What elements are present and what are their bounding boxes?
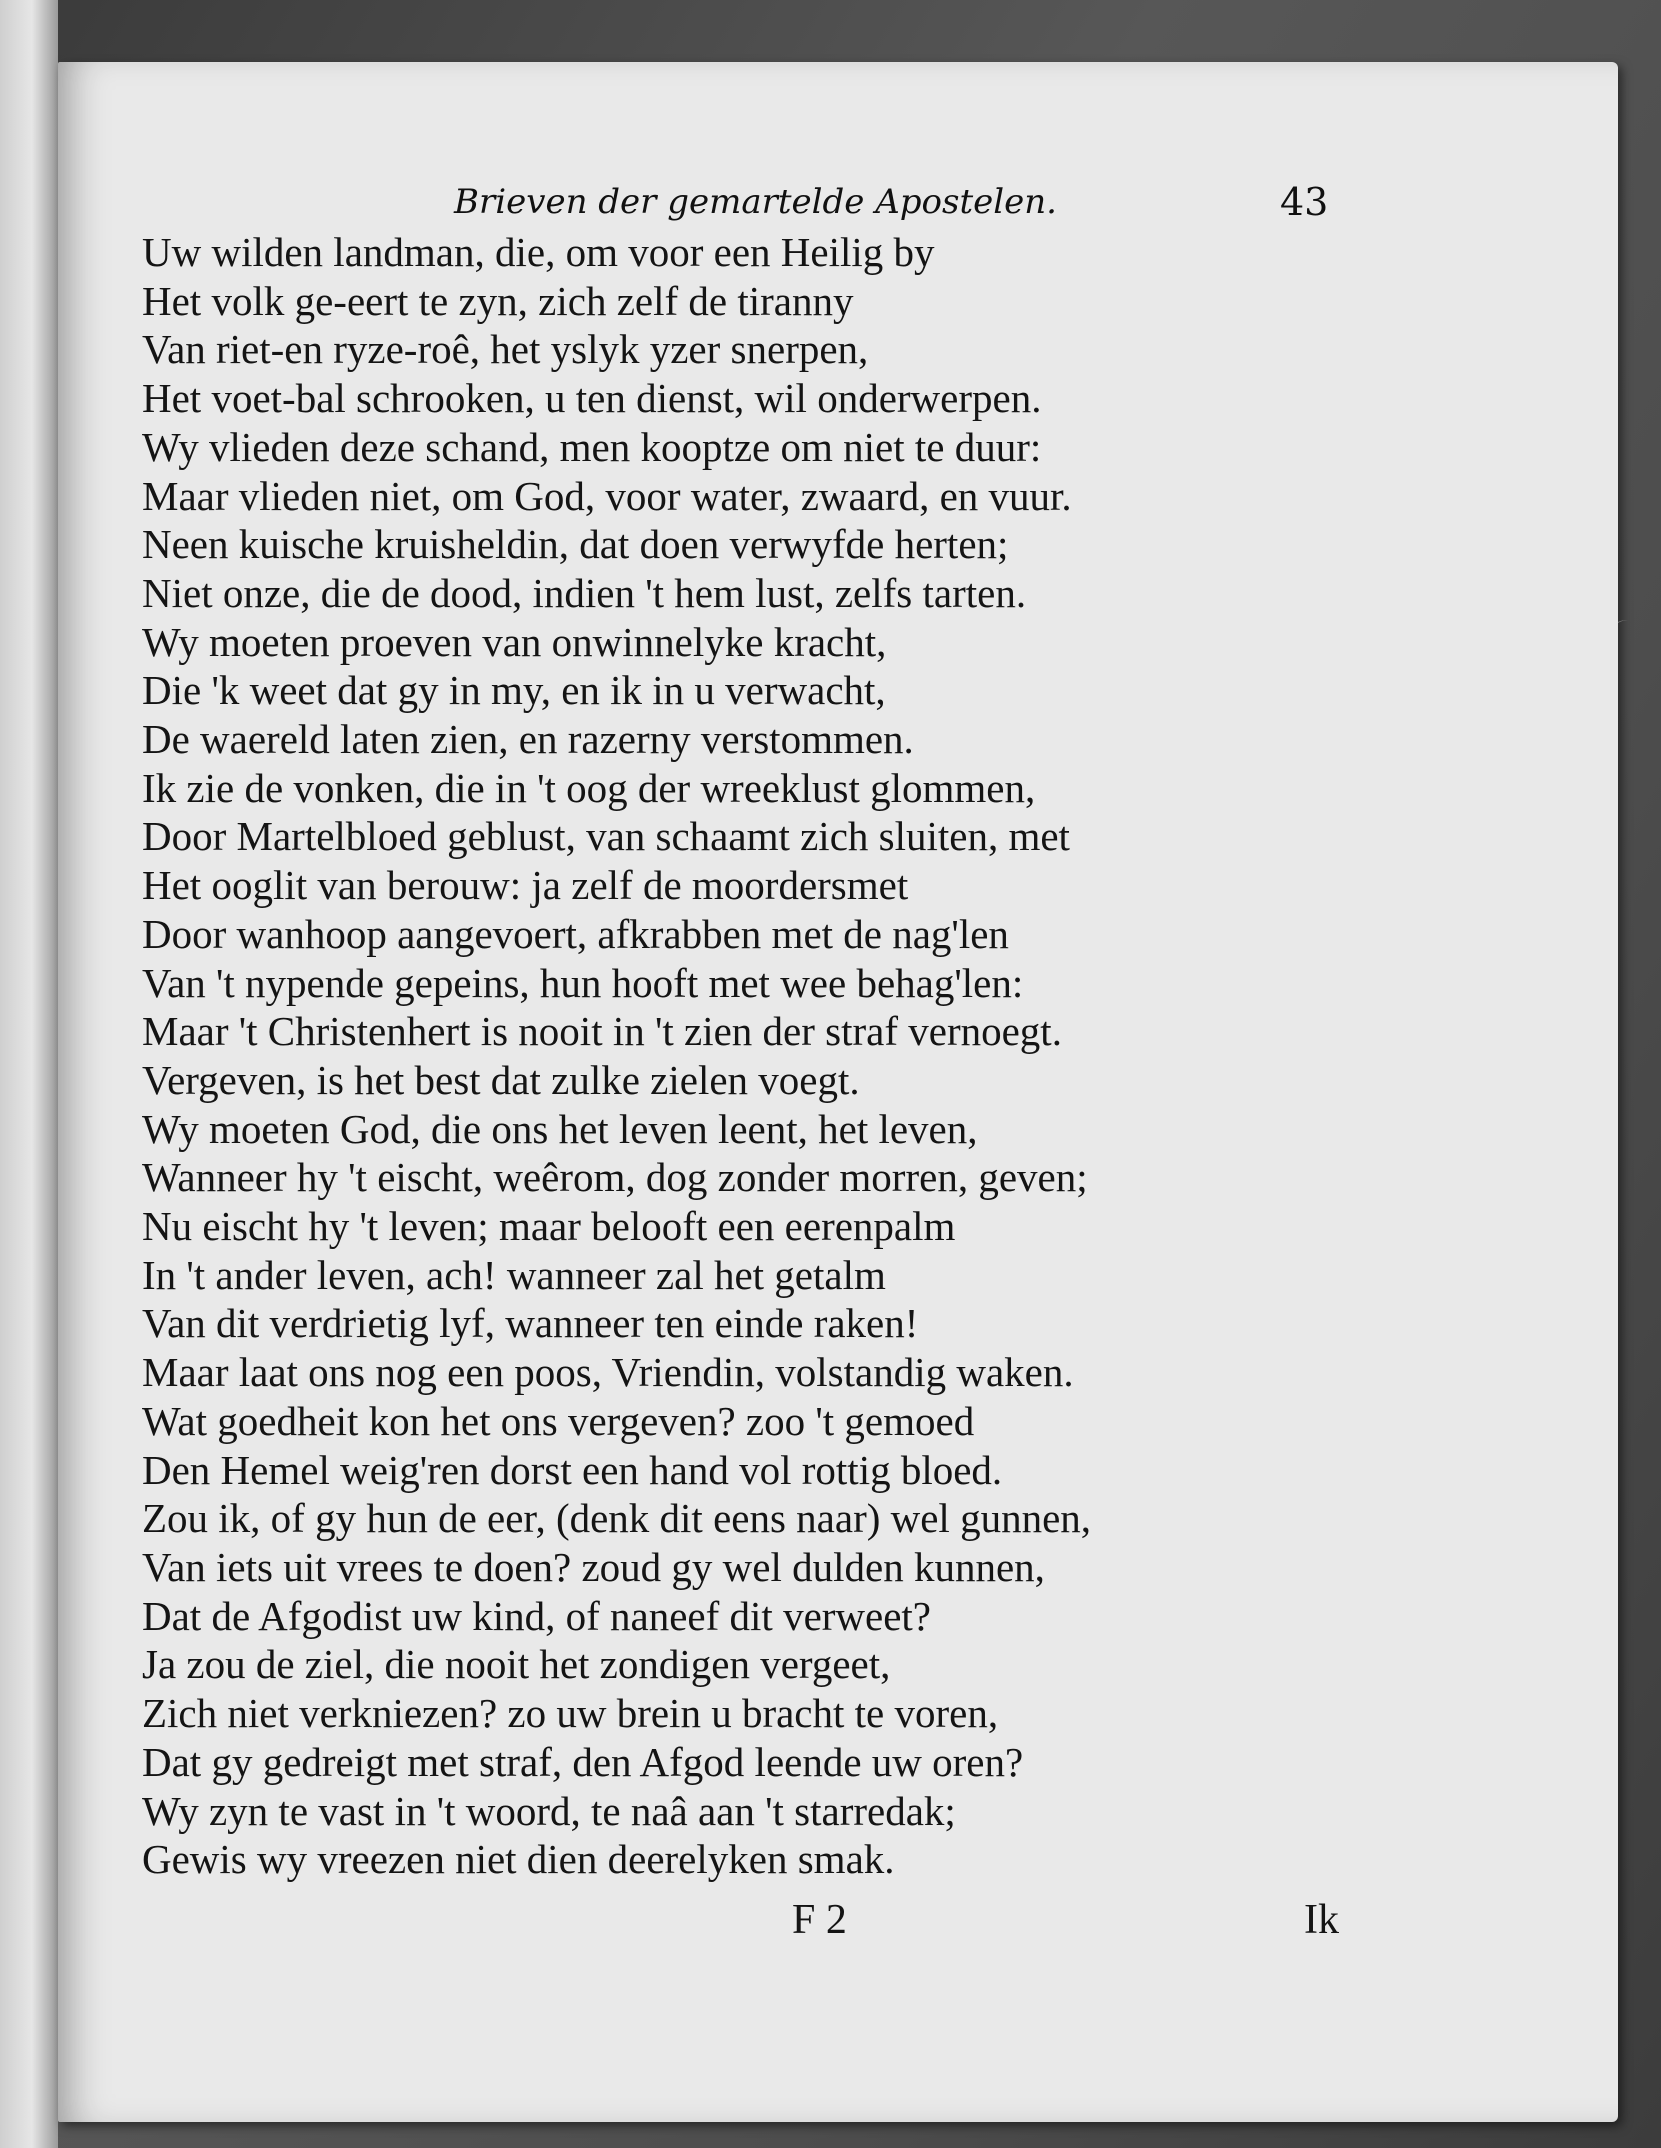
poem-line: Wanneer hy 't eischt, weêrom, dog zonder morren, geven; <box>142 1154 1088 1201</box>
poem-line: Neen kuische kruisheldin, dat doen verwyfde herten; <box>142 521 1009 568</box>
poem-line: Het voet-bal schrooken, u ten dienst, wil onderwerpen. <box>142 375 1042 422</box>
poem-line: Ik zie de vonken, die in 't oog der wreeklust glommen, <box>142 764 1036 811</box>
catchword: Ik <box>1304 1897 1339 1943</box>
poem-line: Van iets uit vrees te doen? zoud gy wel dulden kunnen, <box>142 1543 1045 1590</box>
poem-line: Wy moeten God, die ons het leven leent, het leven, <box>142 1105 978 1152</box>
poem-line: Wy zyn te vast in 't woord, te naâ aan 't starredak; <box>142 1787 956 1834</box>
poem-line: Uw wilden landman, die, om voor een Heilig by <box>142 229 935 275</box>
poem-line: Wy vlieden deze schand, men kooptze om niet te duur: <box>142 423 1042 470</box>
poem-line: Die 'k weet dat gy in my, en ik in u verwacht, <box>142 667 886 714</box>
poem-line: Dat de Afgodist uw kind, of naneef dit verweet? <box>142 1592 932 1639</box>
poem-line: Den Hemel weig'ren dorst een hand vol rottig bloed. <box>142 1446 1003 1493</box>
poem-line: Het ooglit van berouw: ja zelf de moordersmet <box>142 862 909 909</box>
poem-line: In 't ander leven, ach! wanneer zal het getalm <box>142 1251 886 1298</box>
poem-line: Door Martelbloed geblust, van schaamt zich sluiten, met <box>142 813 1070 860</box>
running-title: Brieven der gemartelde Apostelen. <box>454 182 1057 222</box>
poem-line: Van 't nypende gepeins, hun hooft met wee behag'len: <box>142 959 1024 1006</box>
poem-line: De waereld laten zien, en razerny verstommen. <box>142 716 914 763</box>
poem-line: Maar vlieden niet, om God, voor water, zwaard, en vuur. <box>142 472 1072 519</box>
poem-line: Maar 't Christenhert is nooit in 't zien der straf vernoegt. <box>142 1008 1062 1055</box>
poem-line: Niet onze, die de dood, indien 't hem lust, zelfs tarten. <box>142 569 1027 616</box>
poem-line: Maar laat ons nog een poos, Vriendin, volstandig waken. <box>142 1349 1074 1396</box>
poem-line: Ja zou de ziel, die nooit het zondigen vergeet, <box>142 1641 891 1688</box>
poem-line: Vergeven, is het best dat zulke zielen voegt. <box>142 1056 860 1103</box>
poem-line: Zich niet verkniezen? zo uw brein u bracht te voren, <box>142 1690 999 1737</box>
poem-text <box>142 228 1562 1884</box>
signature-mark: F 2 <box>792 1897 847 1943</box>
poem-line: Wat goedheit kon het ons vergeven? zoo 't gemoed <box>142 1397 975 1444</box>
poem-line: Het volk ge-eert te zyn, zich zelf de tiranny <box>142 277 854 324</box>
poem-line: Van dit verdrietig lyf, wanneer ten einde raken! <box>142 1300 919 1347</box>
poem-line: Door wanhoop aangevoert, afkrabben met de nag'len <box>142 910 1009 957</box>
poem-line: Nu eischt hy 't leven; maar belooft een eerenpalm <box>142 1203 956 1250</box>
page-number: 43 <box>1280 180 1329 224</box>
poem-line: Zou ik, of gy hun de eer, (denk dit eens naar) wel gunnen, <box>142 1495 1092 1542</box>
poem-line: Dat gy gedreigt met straf, den Afgod leende uw oren? <box>142 1738 1024 1785</box>
facing-page-edge <box>0 0 58 2148</box>
book-page <box>58 62 1618 2122</box>
poem-line: Wy moeten proeven van onwinnelyke kracht, <box>142 618 887 665</box>
poem-line: Van riet-en ryze-roê, het yslyk yzer snerpen, <box>142 326 869 373</box>
poem-line: Gewis wy vreezen niet dien deerelyken smak. <box>142 1836 895 1883</box>
